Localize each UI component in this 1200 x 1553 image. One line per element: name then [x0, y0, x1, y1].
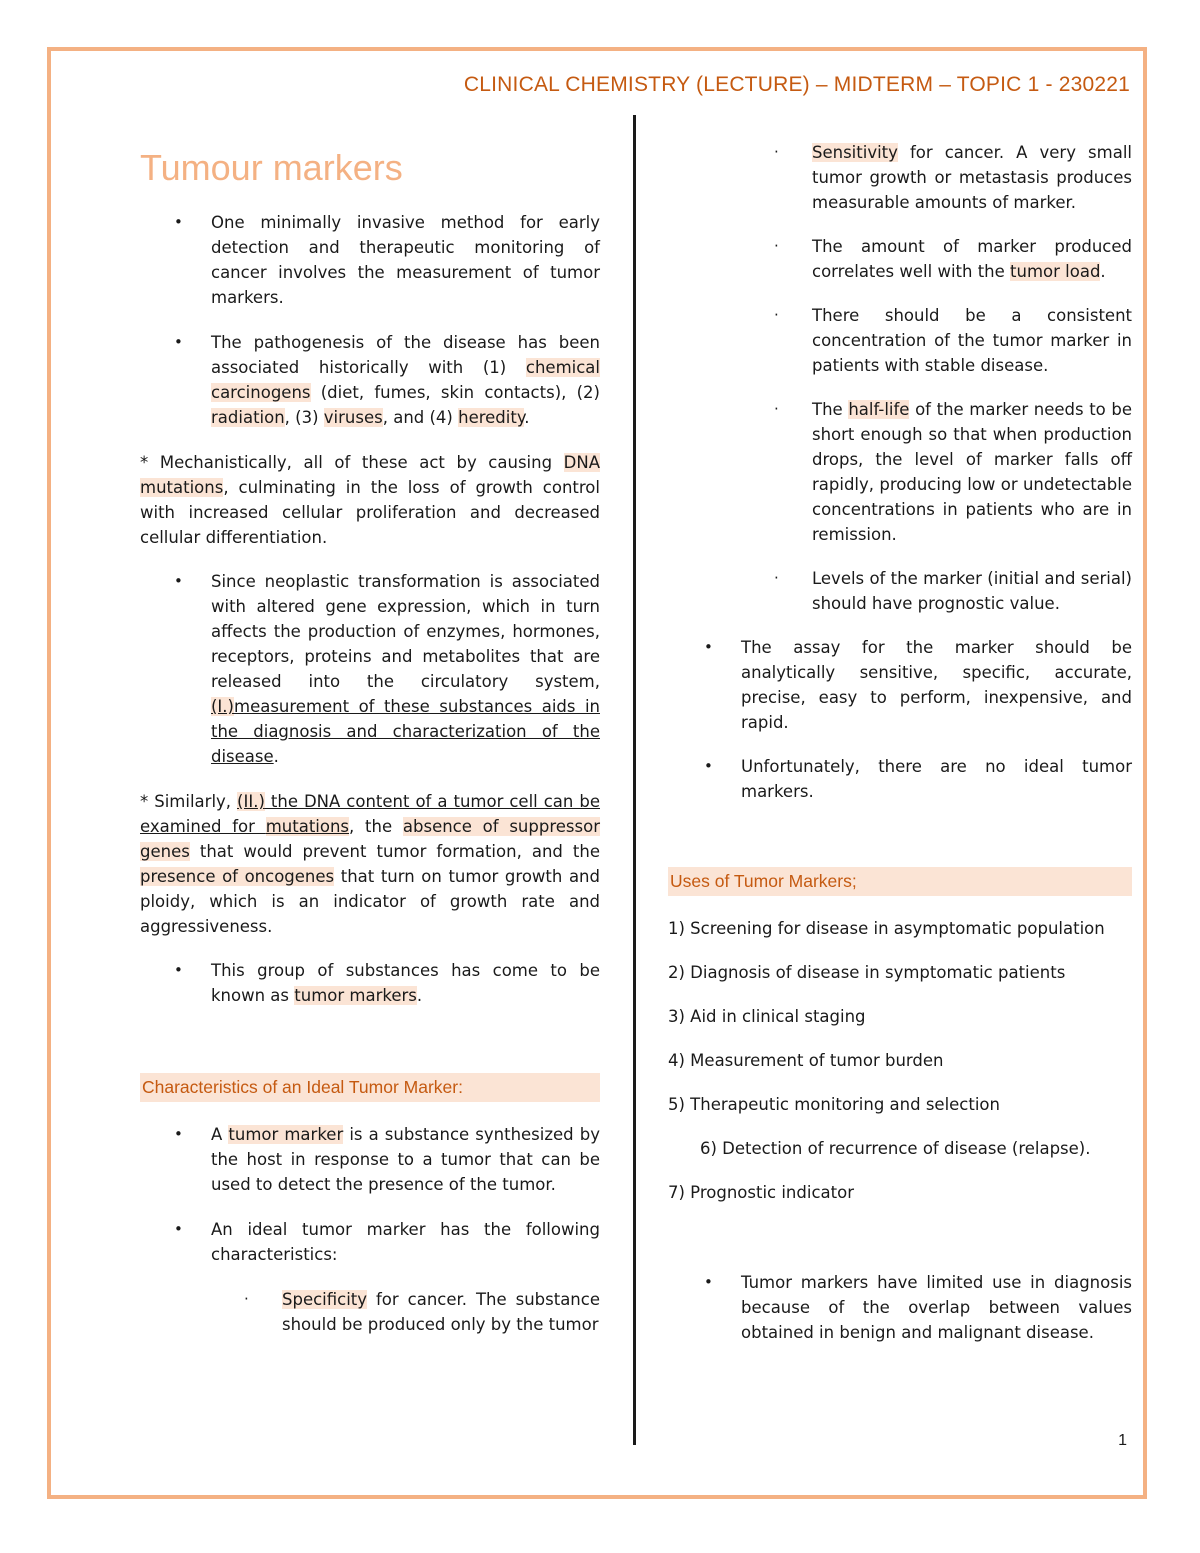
highlight-viruses: viruses	[323, 408, 383, 427]
spacer	[668, 1224, 1132, 1270]
page-title: Tumour markers	[140, 147, 403, 188]
text-run: , the	[349, 817, 403, 836]
text-run: that turn on tumor growth and ploidy, which is an indicator of growth rate and aggressiveness.	[140, 867, 600, 936]
section-heading-uses: Uses of Tumor Markers;	[668, 867, 1132, 896]
text-run: The amount of marker produced correlates well with the	[812, 237, 1132, 281]
text-run: Since neoplastic transformation is associated with altered gene expression, which in turn affects the production of enzymes, hormones, receptors, proteins and metabolites that are released into the circulatory system,	[211, 572, 600, 691]
use-item: 3) Aid in clinical staging	[668, 1007, 866, 1026]
highlight-dna-mutations: DNA mutations	[140, 453, 600, 497]
sub-bullet-half-life	[668, 397, 1132, 547]
para-similarly	[140, 789, 600, 939]
text-run: that would prevent tumor formation, and the	[189, 842, 600, 861]
sub-bullet-consistent-concentration: · There should be a consistent concentration of the tumor marker in patients with stable disease.	[668, 303, 1132, 378]
sub-bullet-sensitivity	[668, 140, 1132, 215]
text-run: The pathogenesis of the disease has been associated historically with (1)	[211, 333, 600, 377]
text-run: , (3)	[284, 408, 324, 427]
underline-dna-content: the DNA content of a tumor cell can be examined for	[140, 792, 600, 836]
left-column	[140, 140, 600, 1357]
highlight-tumor-marker: tumor marker	[228, 1125, 344, 1144]
highlight-tumor-load: tumor load	[1010, 262, 1101, 281]
highlight-radiation: radiation	[211, 408, 285, 427]
highlight-specificity: Specificity	[282, 1290, 368, 1309]
highlight-heredity: heredity	[458, 408, 525, 427]
text-run: The	[812, 400, 849, 419]
text-run: .	[1100, 262, 1106, 281]
sub-bullet-specificity	[140, 1287, 600, 1337]
spacer	[140, 1028, 600, 1073]
text-run: of the marker needs to be short enough so that when production drops, the level of marker falls off rapidly, producing low or undetectable concentrations in patients who are in remission.	[812, 400, 1133, 544]
text-run: * Mechanistically, all of these act by causing	[140, 453, 564, 472]
text-run: for cancer. A very small tumor growth or metastasis produces measurable amounts of marker.	[812, 143, 1132, 212]
text-run: .	[524, 408, 530, 427]
sub-bullet-prognostic-value: · Levels of the marker (initial and serial) should have prognostic value.	[668, 566, 1132, 616]
text-run: for cancer. The substance should be produced only by the tumor	[282, 1290, 600, 1334]
bullet-no-ideal-markers: • Unfortunately, there are no ideal tumor markers.	[668, 754, 1132, 804]
highlight-presence-oncogenes: presence of oncogenes	[140, 867, 335, 886]
highlight-tumor-markers: tumor markers	[294, 986, 417, 1005]
bullet-tumor-marker-definition	[140, 1122, 600, 1197]
text-run: This group of substances has come to be known as	[211, 961, 600, 1005]
use-item: 5) Therapeutic monitoring and selection	[668, 1095, 1000, 1114]
bullet-assay: • The assay for the marker should be analytically sensitive, specific, accurate, precise, easy to perform, inexpensive, and rapid.	[668, 635, 1132, 735]
bullet-ideal-characteristics: • An ideal tumor marker has the following characteristics:	[140, 1217, 600, 1267]
column-divider	[633, 115, 636, 1445]
text-run: , and (4)	[382, 408, 459, 427]
text-run: (diet, fumes, skin contacts), (2)	[310, 383, 600, 402]
text-run: .	[273, 747, 279, 766]
document-header: CLINICAL CHEMISTRY (LECTURE) – MIDTERM – TOPIC 1 - 230221	[463, 73, 1130, 96]
use-item: 4) Measurement of tumor burden	[668, 1051, 944, 1070]
bullet-group-of-substances	[140, 958, 600, 1008]
use-item: 2) Diagnosis of disease in symptomatic patients	[668, 963, 1066, 982]
use-item: 7) Prognostic indicator	[668, 1183, 854, 1202]
highlight-half-life: half-life	[848, 400, 910, 419]
section-heading-characteristics: Characteristics of an Ideal Tumor Marker:	[140, 1073, 600, 1102]
use-item: 6) Detection of recurrence of disease (relapse).	[700, 1139, 1091, 1158]
right-column	[668, 140, 1132, 1364]
text-run: is a substance synthesized by the host in response to a tumor that can be used to detect the presence of the tumor.	[211, 1125, 600, 1194]
text-run: , culminating in the loss of growth control with increased cellular proliferation and decreased cellular differentiation.	[140, 478, 600, 547]
bullet-pathogenesis	[140, 330, 600, 430]
bullet-limited-use: • Tumor markers have limited use in diagnosis because of the overlap between values obtained in benign and malignant disease.	[668, 1270, 1132, 1345]
highlight-sensitivity: Sensitivity	[812, 143, 898, 162]
highlight-marker-two: (II.)	[237, 792, 265, 811]
highlight-mutations: mutations	[265, 817, 350, 836]
highlight-absence-suppressor-genes: absence of suppressor genes	[140, 817, 600, 861]
highlight-marker-one: (I.)	[211, 697, 234, 716]
text-run: .	[416, 986, 423, 1005]
spacer	[668, 823, 1132, 867]
underline-measurement: measurement of these substances aids in the diagnosis and characterization of the disease	[211, 697, 600, 766]
text-run: A	[211, 1125, 229, 1144]
para-mechanistically	[140, 450, 600, 550]
highlight-chemical-carcinogens: chemical carcinogens	[211, 358, 600, 402]
bullet-neoplastic-transformation	[140, 569, 600, 769]
text-run: * Similarly,	[140, 792, 238, 811]
page-number: 1	[1118, 1432, 1127, 1449]
sub-bullet-tumor-load	[668, 234, 1132, 284]
use-item: 1) Screening for disease in asymptomatic population	[668, 919, 1105, 938]
bullet-minimally-invasive: • One minimally invasive method for early detection and therapeutic monitoring of cancer involves the measurement of tumor markers.	[140, 210, 600, 310]
